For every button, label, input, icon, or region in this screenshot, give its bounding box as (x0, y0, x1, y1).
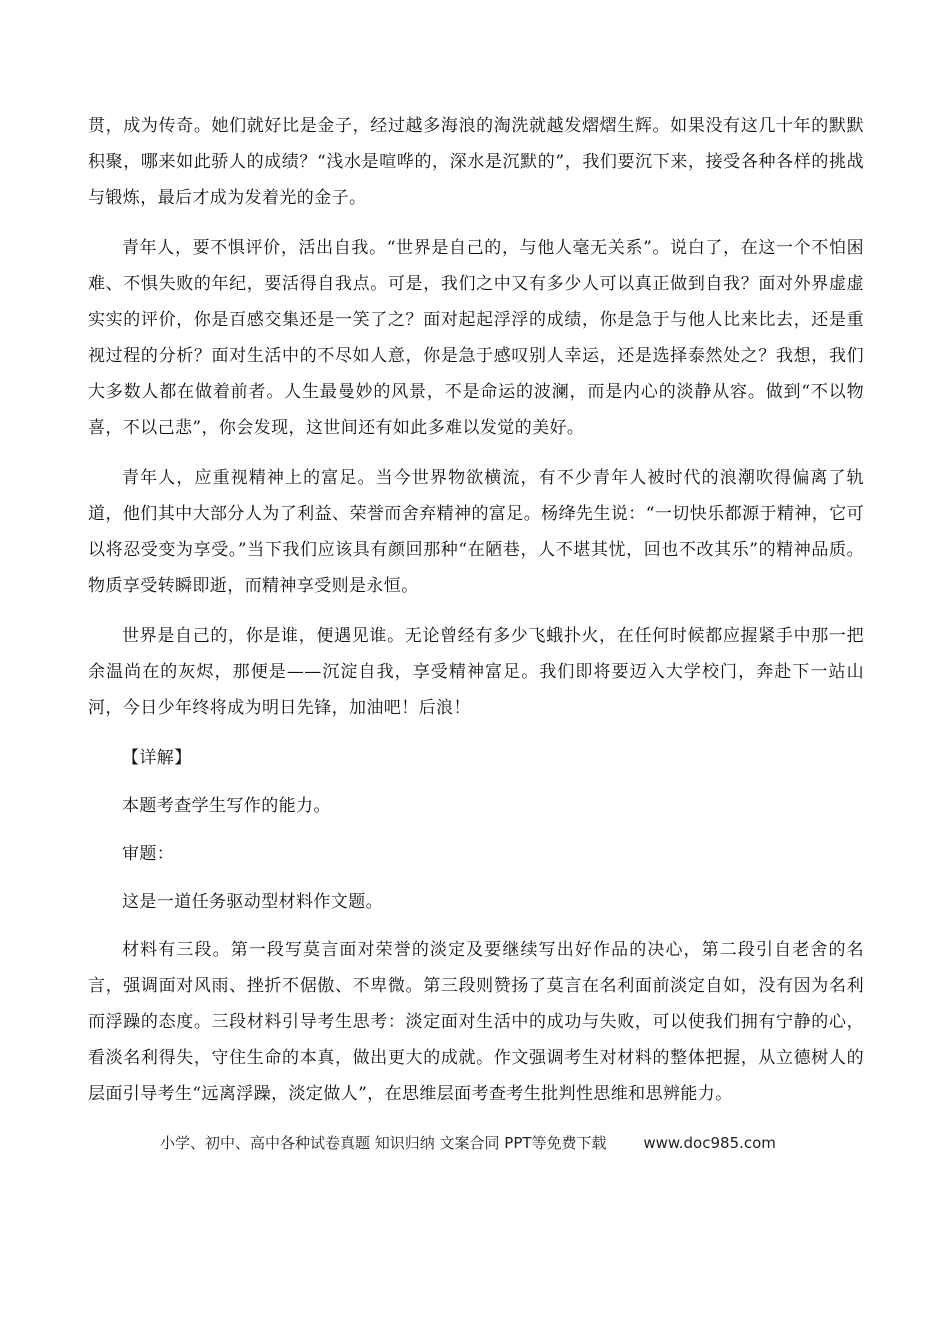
footer-text: 小学、初中、高中各种试卷真题 知识归纳 文案合同 PPT等免费下载 (160, 1134, 607, 1152)
detail-line-3: 这是一道任务驱动型材料作文题。 (122, 892, 383, 912)
essay-paragraph-1: 贯，成为传奇。她们就好比是金子，经过越多海浪的淘洗就越发熠熠生辉。如果没有这几十年的默默积聚，哪来如此骄人的成绩？“浅水是喧哗的，深水是沉默的”，我们要沉下来，接受各种各样的挑战与锻炼，最后才成为发着光的金子。 (88, 116, 864, 208)
footer-url[interactable]: www.doc985.com (643, 1134, 776, 1152)
detail-analysis: 材料有三段。第一段写莫言面对荣誉的淡定及要继续写出好作品的决心，第二段引自老舍的名言，强调面对风雨、挫折不倨傲、不卑微。第三段则赞扬了莫言在名利面前淡定自如，没有因为名利而浮躁的态度。三段材料引导考生思考：淡定面对生活中的成功与失败，可以使我们拥有宁静的心，看淡名利得失，守住生命的本真，做出更大的成就。作文强调考生对材料的整体把握，从立德树人的层面引导考生“远离浮躁，淡定做人”，在思维层面考查考生批判性思维和思辨能力。 (88, 940, 864, 1104)
essay-paragraph-2: 青年人，要不惧评价，活出自我。“世界是自己的，与他人毫无关系”。说白了，在这一个不怕困难、不惧失败的年纪，要活得自我点。可是，我们之中又有多少人可以真正做到自我？面对外界虚虚实实的评价，你是百感交集还是一笑了之？面对起起浮浮的成绩，你是急于与他人比来比去，还是重视过程的分析？面对生活中的不尽如人意，你是急于感叹别人幸运，还是选择泰然处之？我想，我们大多数人都在做着前者。人生最曼妙的风景，不是命运的波澜，而是内心的淡静从容。做到“不以物喜，不以己悲”，你会发现，这世间还有如此多难以发觉的美好。 (88, 238, 864, 438)
essay-paragraph-4: 世界是自己的，你是谁，便遇见谁。无论曾经有多少飞蛾扑火，在任何时候都应握紧手中那一把余温尚在的灰烬，那便是——沉淀自我，享受精神富足。我们即将要迈入大学校门，奔赴下一站山河，今日少年终将成为明日先锋，加油吧！后浪！ (88, 626, 864, 718)
page-footer (160, 1132, 776, 1153)
detail-line-2: 审题： (122, 844, 175, 864)
detail-line-1: 本题考查学生写作的能力。 (122, 796, 331, 816)
essay-paragraph-3: 青年人，应重视精神上的富足。当今世界物欲横流，有不少青年人被时代的浪潮吹得偏离了轨道，他们其中大部分人为了利益、荣誉而舍弃精神的富足。杨绛先生说：“一切快乐都源于精神，它可以将忍受变为享受。”当下我们应该具有颜回那种“在陋巷，人不堪其忧，回也不改其乐”的精神品质。物质享受转瞬即逝，而精神享受则是永恒。 (88, 468, 864, 596)
document-page (88, 108, 864, 1126)
detail-heading: 【详解】 (122, 748, 192, 768)
